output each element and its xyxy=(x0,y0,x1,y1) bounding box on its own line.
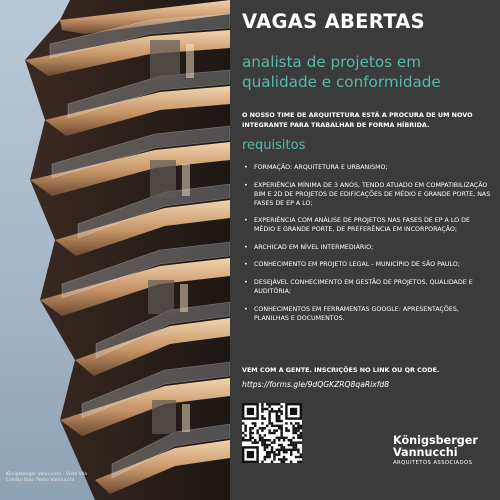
requirement-item: • EXPERIÊNCIA COM ANÁLISE DE PROJETOS NAS FASES DE EP A LO DE MÉDIO E GRANDE PORTE, DE PREFERÊNCIA EM INCORPORAÇÃO; xyxy=(242,216,492,234)
headline: VAGAS ABERTAS xyxy=(242,10,426,33)
company-logo xyxy=(393,435,497,467)
building-illustration xyxy=(0,0,230,500)
building-photo xyxy=(0,0,230,500)
call-to-action: VEM COM A GENTE. INSCRIÇÕES NO LINK OU QR CODE. xyxy=(242,366,440,374)
photo-credit xyxy=(6,472,87,484)
qr-code-icon xyxy=(242,403,302,463)
requirement-item: • FORMAÇÃO: ARQUITETURA E URBANISMO; xyxy=(242,163,492,172)
requirements-title: requisitos xyxy=(242,138,306,153)
logo-line3: ARQUITETOS ASSOCIADOS xyxy=(393,460,473,466)
requirement-item: • CONHECIMENTOS EM FERRAMENTAS GOOGLE: APRESENTAÇÕES, PLANILHAS E DOCUMENTOS. xyxy=(242,305,492,323)
role-title: analista de projetos em qualidade e conformidade xyxy=(242,53,441,91)
requirements-list xyxy=(242,163,492,331)
logo-line1: Königsberger xyxy=(393,434,478,447)
intro-text: O NOSSO TIME DE ARQUITETURA ESTÁ A PROCURA DE UM NOVO INTEGRANTE PARA TRABALHAR DE FORMA HÍBRIDA. xyxy=(242,111,473,129)
requirement-item: • DESEJÁVEL CONHECIMENTO EM GESTÃO DE PROJETOS, QUALIDADE E AUDITÓRIA; xyxy=(242,278,492,296)
requirement-item: • EXPERIÊNCIA MÍNIMA DE 3 ANOS, TENDO ATUADO EM COMPATIBILIZAÇÃO BIM E 2D DE PROJETOS DE EDIFICAÇÕES DE MÉDIO E GRANDE PORTE, NAS FASES DE EP A LO; xyxy=(242,181,492,208)
requirement-item: • ARCHICAD EM NÍVEL INTERMEDIÁRIO; xyxy=(242,243,492,252)
photo-credit-line1: Königsberger Vannucchi - Vista Vila xyxy=(6,472,88,477)
application-form-link[interactable]: https://forms.gle/9dQGKZRQ8qaRixfd8 xyxy=(242,380,390,389)
logo-line2: Vannucchi xyxy=(393,446,458,459)
requirement-item: • CONHECIMENTO EM PROJETO LEGAL - MUNICÍPIO DE SÃO PAULO; xyxy=(242,260,492,269)
qr-code[interactable] xyxy=(242,403,302,463)
photo-credit-line2: Crédito foto: Pedro Vannucchi xyxy=(6,478,75,483)
info-panel xyxy=(230,0,500,500)
